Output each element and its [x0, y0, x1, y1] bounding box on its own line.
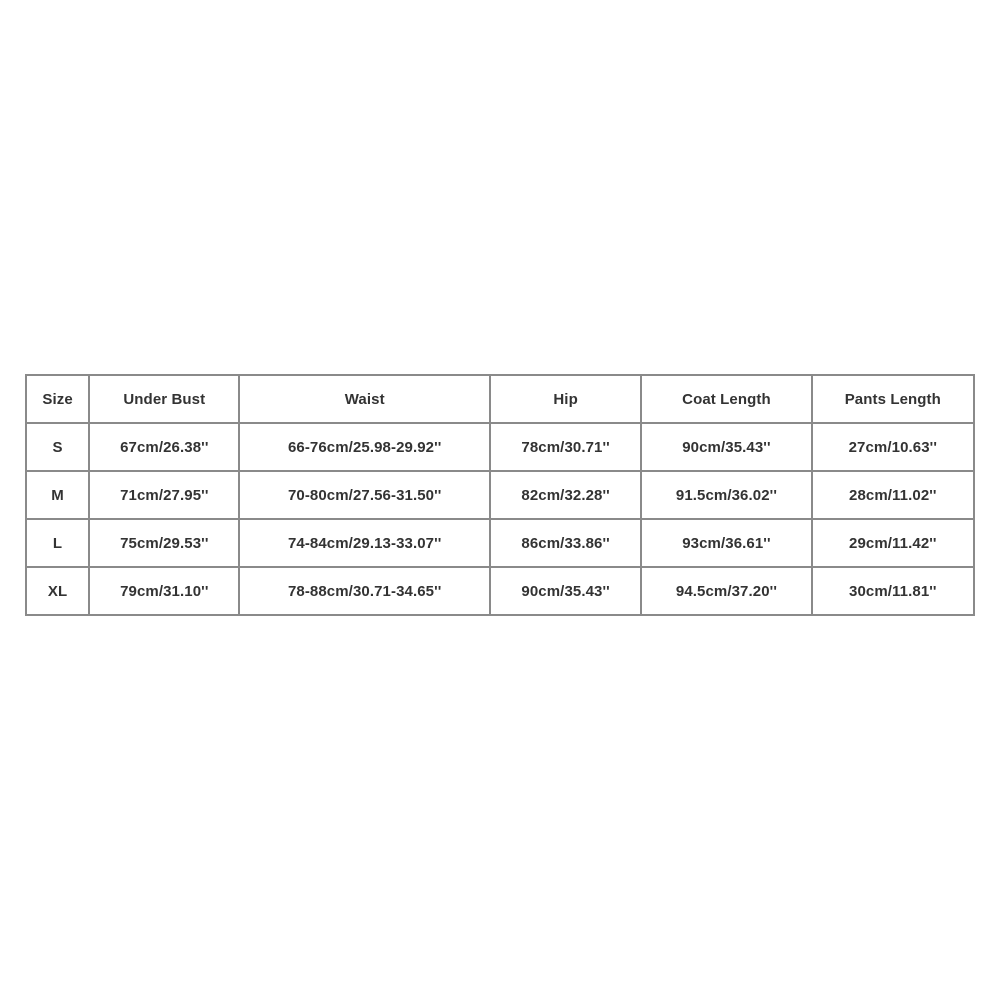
- hip-cell: 82cm/32.28'': [490, 471, 641, 519]
- table-row: [26, 471, 974, 519]
- coat-length-cell: 93cm/36.61'': [641, 519, 811, 567]
- size-chart-table: [25, 374, 975, 616]
- pants-length-cell: 27cm/10.63'': [812, 423, 974, 471]
- hip-cell: 90cm/35.43'': [490, 567, 641, 615]
- table-row: [26, 567, 974, 615]
- pants-length-cell: 28cm/11.02'': [812, 471, 974, 519]
- under-bust-cell: 79cm/31.10'': [89, 567, 239, 615]
- hip-cell: 78cm/30.71'': [490, 423, 641, 471]
- size-cell: XL: [26, 567, 89, 615]
- under-bust-cell: 71cm/27.95'': [89, 471, 239, 519]
- size-cell: M: [26, 471, 89, 519]
- waist-cell: 74-84cm/29.13-33.07'': [239, 519, 490, 567]
- header-size: Size: [26, 375, 89, 423]
- header-under-bust: Under Bust: [89, 375, 239, 423]
- waist-cell: 78-88cm/30.71-34.65'': [239, 567, 490, 615]
- waist-cell: 70-80cm/27.56-31.50'': [239, 471, 490, 519]
- under-bust-cell: 75cm/29.53'': [89, 519, 239, 567]
- waist-cell: 66-76cm/25.98-29.92'': [239, 423, 490, 471]
- coat-length-cell: 90cm/35.43'': [641, 423, 811, 471]
- header-waist: Waist: [239, 375, 490, 423]
- hip-cell: 86cm/33.86'': [490, 519, 641, 567]
- table-row: [26, 423, 974, 471]
- header-coat-length: Coat Length: [641, 375, 811, 423]
- header-hip: Hip: [490, 375, 641, 423]
- size-cell: S: [26, 423, 89, 471]
- coat-length-cell: 94.5cm/37.20'': [641, 567, 811, 615]
- under-bust-cell: 67cm/26.38'': [89, 423, 239, 471]
- table-row: [26, 519, 974, 567]
- coat-length-cell: 91.5cm/36.02'': [641, 471, 811, 519]
- header-pants-length: Pants Length: [812, 375, 974, 423]
- pants-length-cell: 30cm/11.81'': [812, 567, 974, 615]
- header-row: [26, 375, 974, 423]
- pants-length-cell: 29cm/11.42'': [812, 519, 974, 567]
- size-cell: L: [26, 519, 89, 567]
